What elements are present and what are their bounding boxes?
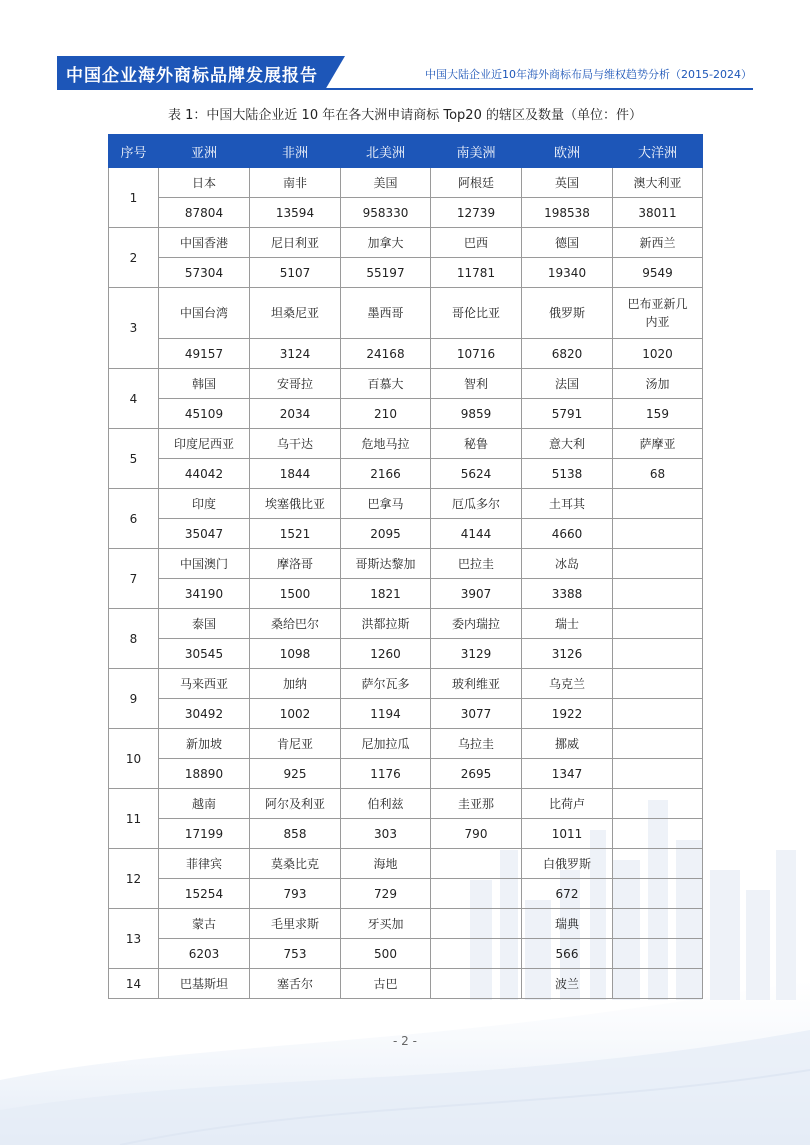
header-africa: 非洲 [250,135,341,168]
row-index: 8 [109,609,159,669]
count-value-cell: 1844 [250,459,341,489]
table-row [109,519,703,549]
table-row [109,549,703,579]
country-name-cell: 安哥拉 [250,369,341,399]
count-value-cell: 49157 [159,339,250,369]
count-value-cell [613,939,703,969]
country-name-cell: 泰国 [159,609,250,639]
count-value-cell: 2095 [341,519,431,549]
count-value-cell: 5624 [431,459,522,489]
country-name-cell: 肯尼亚 [250,729,341,759]
country-name-cell: 伯利兹 [341,789,431,819]
count-value-cell: 500 [341,939,431,969]
count-value-cell: 68 [613,459,703,489]
country-name-cell: 塞舌尔 [250,969,341,999]
header-band-tip [325,56,345,90]
count-value-cell: 790 [431,819,522,849]
row-index: 11 [109,789,159,849]
table-row [109,849,703,879]
table-row [109,228,703,258]
count-value-cell: 3077 [431,699,522,729]
table-row [109,288,703,339]
country-name-cell: 意大利 [522,429,613,459]
count-value-cell [613,519,703,549]
country-name-cell: 圭亚那 [431,789,522,819]
count-value-cell: 2695 [431,759,522,789]
count-value-cell [613,639,703,669]
table-row [109,699,703,729]
country-name-cell: 英国 [522,168,613,198]
count-value-cell: 15254 [159,879,250,909]
count-value-cell: 2166 [341,459,431,489]
row-index: 7 [109,549,159,609]
country-name-cell: 尼日利亚 [250,228,341,258]
count-value-cell: 30545 [159,639,250,669]
count-value-cell: 45109 [159,399,250,429]
country-name-cell [431,909,522,939]
country-name-cell: 越南 [159,789,250,819]
country-name-cell [613,849,703,879]
row-index: 6 [109,489,159,549]
count-value-cell [431,879,522,909]
country-name-cell: 秘鲁 [431,429,522,459]
table-row [109,729,703,759]
count-value-cell: 1020 [613,339,703,369]
count-value-cell: 87804 [159,198,250,228]
count-value-cell: 24168 [341,339,431,369]
count-value-cell: 1194 [341,699,431,729]
country-name-cell: 埃塞俄比亚 [250,489,341,519]
count-value-cell: 1521 [250,519,341,549]
count-value-cell: 958330 [341,198,431,228]
count-value-cell: 44042 [159,459,250,489]
table-row [109,399,703,429]
country-name-cell: 坦桑尼亚 [250,288,341,339]
country-name-cell: 俄罗斯 [522,288,613,339]
count-value-cell [613,759,703,789]
table-row [109,339,703,369]
header-oceania: 大洋洲 [613,135,703,168]
country-name-cell: 巴西 [431,228,522,258]
country-name-cell: 古巴 [341,969,431,999]
country-name-cell: 厄瓜多尔 [431,489,522,519]
country-name-cell: 中国台湾 [159,288,250,339]
country-name-cell: 阿尔及利亚 [250,789,341,819]
count-value-cell: 2034 [250,399,341,429]
country-name-cell: 摩洛哥 [250,549,341,579]
country-name-cell [613,489,703,519]
count-value-cell: 1922 [522,699,613,729]
count-value-cell: 793 [250,879,341,909]
country-name-cell: 乌克兰 [522,669,613,699]
country-name-cell: 洪都拉斯 [341,609,431,639]
country-name-cell: 日本 [159,168,250,198]
table-row [109,789,703,819]
country-name-cell: 比荷卢 [522,789,613,819]
country-name-cell: 白俄罗斯 [522,849,613,879]
country-name-cell: 萨摩亚 [613,429,703,459]
table-caption: 表 1：中国大陆企业近 10 年在各大洲申请商标 Top20 的辖区及数量（单位：件） [168,108,642,123]
header-europe: 欧洲 [522,135,613,168]
page-number: - 2 - [393,1034,417,1048]
count-value-cell: 10716 [431,339,522,369]
count-value-cell: 35047 [159,519,250,549]
count-value-cell: 159 [613,399,703,429]
country-name-cell: 牙买加 [341,909,431,939]
country-name-cell [613,969,703,999]
count-value-cell: 17199 [159,819,250,849]
header-asia: 亚洲 [159,135,250,168]
count-value-cell: 11781 [431,258,522,288]
count-value-cell: 858 [250,819,341,849]
country-name-cell: 尼加拉瓜 [341,729,431,759]
count-value-cell: 18890 [159,759,250,789]
count-value-cell: 5107 [250,258,341,288]
country-name-cell: 土耳其 [522,489,613,519]
count-value-cell: 210 [341,399,431,429]
country-name-cell: 挪威 [522,729,613,759]
count-value-cell: 5791 [522,399,613,429]
count-value-cell: 198538 [522,198,613,228]
table-row [109,939,703,969]
count-value-cell: 925 [250,759,341,789]
count-value-cell: 729 [341,879,431,909]
count-value-cell: 303 [341,819,431,849]
country-name-cell: 德国 [522,228,613,258]
table-row [109,609,703,639]
row-index: 12 [109,849,159,909]
count-value-cell: 4144 [431,519,522,549]
table-header-row [109,135,703,168]
header-divider [57,88,753,90]
country-name-cell: 中国香港 [159,228,250,258]
count-value-cell: 1347 [522,759,613,789]
count-value-cell: 4660 [522,519,613,549]
row-index: 5 [109,429,159,489]
table-row [109,459,703,489]
count-value-cell: 34190 [159,579,250,609]
country-name-cell: 蒙古 [159,909,250,939]
table-row [109,198,703,228]
country-name-cell: 危地马拉 [341,429,431,459]
country-name-cell: 汤加 [613,369,703,399]
count-value-cell: 55197 [341,258,431,288]
report-subtitle: 中国大陆企业近10年海外商标布局与维权趋势分析（2015-2024） [425,68,752,81]
country-name-cell: 波兰 [522,969,613,999]
country-name-cell: 阿根廷 [431,168,522,198]
header-index: 序号 [109,135,159,168]
country-name-cell [431,849,522,879]
country-name-cell: 百慕大 [341,369,431,399]
country-name-cell: 萨尔瓦多 [341,669,431,699]
country-name-cell: 加拿大 [341,228,431,258]
count-value-cell: 12739 [431,198,522,228]
country-name-cell: 新加坡 [159,729,250,759]
country-name-cell [431,969,522,999]
country-name-cell: 南非 [250,168,341,198]
table-row [109,579,703,609]
country-name-cell: 菲律宾 [159,849,250,879]
row-index: 9 [109,669,159,729]
table-row [109,759,703,789]
count-value-cell: 5138 [522,459,613,489]
country-name-cell: 哥伦比亚 [431,288,522,339]
count-value-cell: 1260 [341,639,431,669]
country-name-cell: 美国 [341,168,431,198]
trademark-table [108,134,703,999]
count-value-cell [431,939,522,969]
count-value-cell [613,699,703,729]
header-north-america: 北美洲 [341,135,431,168]
country-name-cell: 乌干达 [250,429,341,459]
country-name-cell [613,669,703,699]
table-row [109,489,703,519]
count-value-cell: 753 [250,939,341,969]
country-name-cell: 哥斯达黎加 [341,549,431,579]
country-name-cell: 瑞典 [522,909,613,939]
table-row [109,168,703,198]
country-name-cell [613,729,703,759]
count-value-cell: 3907 [431,579,522,609]
count-value-cell: 9859 [431,399,522,429]
table-row [109,819,703,849]
country-name-cell: 巴拿马 [341,489,431,519]
country-name-cell [613,909,703,939]
count-value-cell: 1002 [250,699,341,729]
country-name-cell: 澳大利亚 [613,168,703,198]
country-name-cell: 乌拉圭 [431,729,522,759]
table-row [109,879,703,909]
count-value-cell [613,819,703,849]
country-name-cell: 韩国 [159,369,250,399]
count-value-cell: 566 [522,939,613,969]
country-name-cell: 中国澳门 [159,549,250,579]
country-name-cell: 巴基斯坦 [159,969,250,999]
table-row [109,639,703,669]
country-name-cell: 印度尼西亚 [159,429,250,459]
count-value-cell: 1098 [250,639,341,669]
count-value-cell: 3126 [522,639,613,669]
table-row [109,429,703,459]
country-name-cell: 巴拉圭 [431,549,522,579]
country-name-cell [613,789,703,819]
count-value-cell: 38011 [613,198,703,228]
count-value-cell: 3124 [250,339,341,369]
country-name-cell: 印度 [159,489,250,519]
count-value-cell: 1500 [250,579,341,609]
count-value-cell: 3388 [522,579,613,609]
country-name-cell: 海地 [341,849,431,879]
country-name-cell: 墨西哥 [341,288,431,339]
row-index: 3 [109,288,159,369]
country-name-cell: 瑞士 [522,609,613,639]
count-value-cell: 1821 [341,579,431,609]
table-row [109,669,703,699]
country-name-cell [613,609,703,639]
country-name-cell: 智利 [431,369,522,399]
count-value-cell [613,879,703,909]
row-index: 1 [109,168,159,228]
country-name-cell: 玻利维亚 [431,669,522,699]
row-index: 4 [109,369,159,429]
table-row [109,909,703,939]
country-name-cell [613,549,703,579]
country-name-cell: 莫桑比克 [250,849,341,879]
count-value-cell: 13594 [250,198,341,228]
count-value-cell: 9549 [613,258,703,288]
table-row [109,369,703,399]
country-name-cell: 桑给巴尔 [250,609,341,639]
country-name-cell: 新西兰 [613,228,703,258]
country-name-cell: 马来西亚 [159,669,250,699]
count-value-cell: 30492 [159,699,250,729]
header-south-america: 南美洲 [431,135,522,168]
country-name-cell: 巴布亚新几内亚 [613,288,703,339]
country-name-cell: 冰岛 [522,549,613,579]
report-title: 中国企业海外商标品牌发展报告 [66,66,318,86]
count-value-cell: 1176 [341,759,431,789]
table-row [109,258,703,288]
count-value-cell: 6820 [522,339,613,369]
count-value-cell: 57304 [159,258,250,288]
row-index: 13 [109,909,159,969]
country-name-cell: 法国 [522,369,613,399]
count-value-cell: 1011 [522,819,613,849]
count-value-cell: 3129 [431,639,522,669]
table-row [109,969,703,999]
country-name-cell: 毛里求斯 [250,909,341,939]
row-index: 14 [109,969,159,999]
row-index: 10 [109,729,159,789]
country-name-cell: 委内瑞拉 [431,609,522,639]
count-value-cell: 19340 [522,258,613,288]
count-value-cell: 672 [522,879,613,909]
count-value-cell [613,579,703,609]
country-name-cell: 加纳 [250,669,341,699]
row-index: 2 [109,228,159,288]
count-value-cell: 6203 [159,939,250,969]
